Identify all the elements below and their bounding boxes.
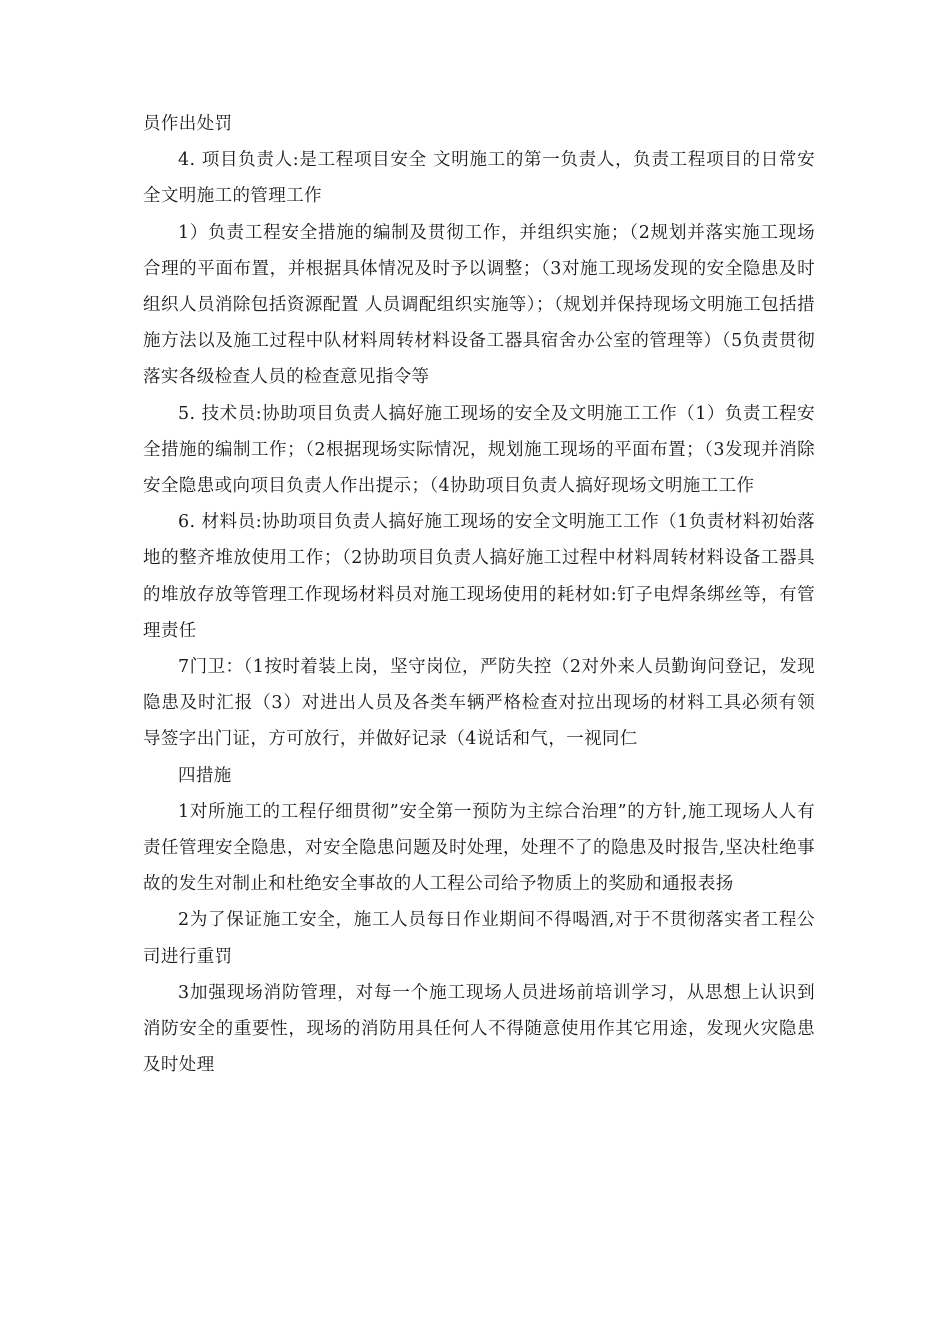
document-body — [143, 106, 815, 1083]
paragraph-material-clerk: 6. 材料员:协助项目负责人搞好施工现场的安全文明施工工作（1负责材料初始落地的整齐堆放使用工作；（2协助项目负责人搞好施工过程中材料周转材料设备工器具的堆放存放等管理工作现场材料员对施工现场使用的耗材如:钉子电焊条绑丝等，有管理责任 — [143, 512, 815, 641]
paragraph-technician: 5. 技术员:协助项目负责人搞好施工现场的安全及文明施工工作（1）负责工程安全措施的编制工作；（2根据现场实际情况，规划施工现场的平面布置；（3发现并消除安全隐患或向项目负责人作出提示；（4协助项目负责人搞好现场文明施工工作 — [143, 403, 815, 497]
paragraph-project-manager-duties: 1）负责工程安全措施的编制及贯彻工作，并组织实施；（2规划并落实施工现场合理的平面布置，并根据具体情况及时予以调整；（3对施工现场发现的安全隐患及时组织人员消除包括资源配置 人员调配组织实施等）；（规划并保持现场文明施工包括措施方法以及施工过程中队材料周转材料设备工器具宿舍办公室的管理等）（5负责贯彻落实各级检查人员的检查意见指令等 — [143, 222, 815, 388]
paragraph-measure-2: 2为了保证施工安全，施工人员每日作业期间不得喝酒,对于不贯彻落实者工程公司进行重罚 — [143, 910, 815, 967]
paragraph-measure-3: 3加强现场消防管理，对每一个施工现场人员进场前培训学习，从思想上认识到消防安全的重要性，现场的消防用具任何人不得随意使用作其它用途，发现火灾隐患及时处理 — [143, 982, 815, 1076]
paragraph-continuation-penalty: 员作出处罚 — [143, 114, 233, 134]
section-heading-measures: 四措施 — [178, 765, 232, 786]
paragraph-gatekeeper: 7门卫：（1按时着装上岗，坚守岗位，严防失控（2对外来人员勤询问登记，发现隐患及时汇报（3）对进出人员及各类车辆严格检查对拉出现场的材料工具必须有领导签字出门证，方可放行，并做好记录（4说话和气，一视同仁 — [143, 657, 815, 750]
paragraph-measure-1: 1对所施工的工程仔细贯彻”安全第一预防为主综合治理”的方针,施工现场人人有责任管理安全隐患，对安全隐患问题及时处理，处理不了的隐患及时报告,坚决杜绝事故的发生对制止和杜绝安全事故的人工程公司给予物质上的奖励和通报表扬 — [143, 801, 815, 895]
paragraph-project-manager: 4. 项目负责人:是工程项目安全 文明施工的第一负责人，负责工程项目的日常安全文明施工的管理工作 — [143, 150, 815, 207]
